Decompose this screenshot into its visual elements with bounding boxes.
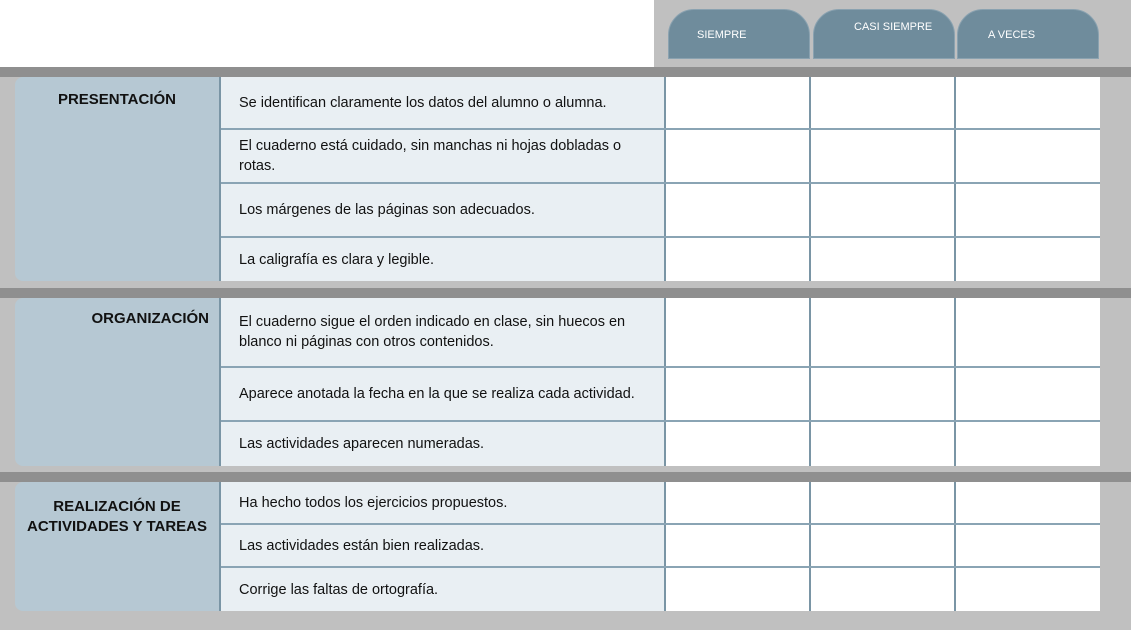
rating-cell-casi-siempre[interactable] xyxy=(811,238,956,281)
rating-cell-siempre[interactable] xyxy=(666,482,811,523)
rating-cell-casi-siempre[interactable] xyxy=(811,130,956,182)
rating-cell-a-veces[interactable] xyxy=(956,525,1100,566)
rating-cell-a-veces[interactable] xyxy=(956,482,1100,523)
section-title: PRESENTACIÓN xyxy=(15,77,221,281)
criterion-text: Las actividades están bien realizadas. xyxy=(221,525,666,566)
rating-cell-siempre[interactable] xyxy=(666,568,811,611)
criterion-text: Se identifican claramente los datos del alumno o alumna. xyxy=(221,77,666,128)
table-row xyxy=(221,525,1100,568)
section xyxy=(15,482,1100,611)
table-row xyxy=(221,77,1100,130)
rating-cell-a-veces[interactable] xyxy=(956,368,1100,420)
rating-cell-siempre[interactable] xyxy=(666,238,811,281)
criterion-text: La caligrafía es clara y legible. xyxy=(221,238,666,281)
column-label: A VECES xyxy=(988,29,1036,41)
rating-cell-siempre[interactable] xyxy=(666,525,811,566)
table-row xyxy=(221,568,1100,611)
rating-cell-a-veces[interactable] xyxy=(956,422,1100,466)
section-title: REALIZACIÓN DE ACTIVIDADES Y TAREAS xyxy=(15,482,221,611)
table-row xyxy=(221,238,1100,281)
rating-cell-a-veces[interactable] xyxy=(956,298,1100,366)
criterion-text: Ha hecho todos los ejercicios propuestos. xyxy=(221,482,666,523)
criterion-text: Los márgenes de las páginas son adecuados. xyxy=(221,184,666,236)
rating-cell-casi-siempre[interactable] xyxy=(811,568,956,611)
column-label: CASI SIEMPRE xyxy=(854,21,933,33)
table-row xyxy=(221,482,1100,525)
rating-cell-casi-siempre[interactable] xyxy=(811,368,956,420)
table-row xyxy=(221,368,1100,422)
divider xyxy=(0,288,1131,298)
rating-cell-siempre[interactable] xyxy=(666,77,811,128)
section xyxy=(15,77,1100,281)
rating-cell-siempre[interactable] xyxy=(666,184,811,236)
rating-cell-siempre[interactable] xyxy=(666,368,811,420)
rating-cell-siempre[interactable] xyxy=(666,298,811,366)
table-row xyxy=(221,130,1100,184)
column-header-casi-siempre xyxy=(813,9,955,59)
column-header-siempre xyxy=(668,9,810,59)
rating-cell-a-veces[interactable] xyxy=(956,130,1100,182)
criterion-text: Aparece anotada la fecha en la que se realiza cada actividad. xyxy=(221,368,666,420)
rating-cell-siempre[interactable] xyxy=(666,130,811,182)
divider xyxy=(0,67,1131,77)
table-row xyxy=(221,422,1100,466)
column-header-a-veces xyxy=(957,9,1099,59)
rating-cell-casi-siempre[interactable] xyxy=(811,184,956,236)
rating-cell-a-veces[interactable] xyxy=(956,77,1100,128)
rating-cell-a-veces[interactable] xyxy=(956,238,1100,281)
column-label: SIEMPRE xyxy=(697,29,747,41)
rating-cell-casi-siempre[interactable] xyxy=(811,77,956,128)
criterion-text: El cuaderno está cuidado, sin manchas ni hojas dobladas o rotas. xyxy=(221,130,666,182)
divider xyxy=(0,472,1131,482)
table-row xyxy=(221,184,1100,238)
rating-cell-siempre[interactable] xyxy=(666,422,811,466)
rating-cell-a-veces[interactable] xyxy=(956,184,1100,236)
rating-cell-casi-siempre[interactable] xyxy=(811,298,956,366)
criterion-text: El cuaderno sigue el orden indicado en clase, sin huecos en blanco ni páginas con otros contenidos. xyxy=(221,298,666,366)
table-row xyxy=(221,298,1100,368)
rating-cell-casi-siempre[interactable] xyxy=(811,525,956,566)
rating-cell-casi-siempre[interactable] xyxy=(811,482,956,523)
section-title: ORGANIZACIÓN xyxy=(15,298,221,466)
rating-cell-a-veces[interactable] xyxy=(956,568,1100,611)
rating-cell-casi-siempre[interactable] xyxy=(811,422,956,466)
criterion-text: Las actividades aparecen numeradas. xyxy=(221,422,666,466)
section xyxy=(15,298,1100,466)
criterion-text: Corrige las faltas de ortografía. xyxy=(221,568,666,611)
